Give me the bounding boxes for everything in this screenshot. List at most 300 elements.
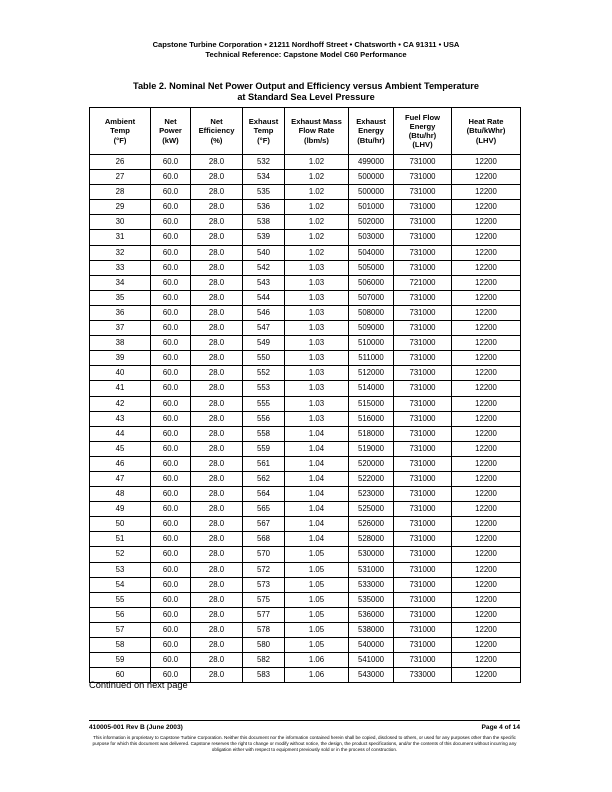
table-cell: 1.04 — [285, 456, 349, 471]
table-row — [90, 185, 521, 200]
table-cell: 514000 — [349, 381, 394, 396]
table-cell: 731000 — [394, 456, 452, 471]
table-cell: 572 — [243, 562, 285, 577]
table-cell: 12200 — [452, 275, 521, 290]
table-cell: 12200 — [452, 638, 521, 653]
table-cell: 28.0 — [191, 366, 243, 381]
table-cell: 512000 — [349, 366, 394, 381]
table-cell: 28.0 — [191, 396, 243, 411]
table-row — [90, 517, 521, 532]
table-cell: 36 — [90, 305, 151, 320]
table-cell: 540 — [243, 245, 285, 260]
table-cell: 28 — [90, 185, 151, 200]
table-cell: 28.0 — [191, 577, 243, 592]
table-cell: 28.0 — [191, 471, 243, 486]
table-cell: 570 — [243, 547, 285, 562]
table-row — [90, 321, 521, 336]
table-row — [90, 622, 521, 637]
table-cell: 1.04 — [285, 471, 349, 486]
table-row — [90, 230, 521, 245]
table-cell: 46 — [90, 456, 151, 471]
table-cell: 12200 — [452, 517, 521, 532]
table-cell: 12200 — [452, 200, 521, 215]
table-cell: 12200 — [452, 321, 521, 336]
table-cell: 543000 — [349, 668, 394, 683]
table-cell: 731000 — [394, 336, 452, 351]
table-cell: 731000 — [394, 562, 452, 577]
table-cell: 33 — [90, 260, 151, 275]
table-cell: 539 — [243, 230, 285, 245]
table-cell: 60.0 — [151, 275, 191, 290]
table-cell: 60.0 — [151, 155, 191, 170]
table-cell: 28.0 — [191, 215, 243, 230]
table-cell: 26 — [90, 155, 151, 170]
table-cell: 501000 — [349, 200, 394, 215]
table-cell: 12200 — [452, 471, 521, 486]
table-cell: 1.03 — [285, 336, 349, 351]
table-cell: 1.05 — [285, 607, 349, 622]
table-cell: 731000 — [394, 185, 452, 200]
table-cell: 731000 — [394, 351, 452, 366]
table-cell: 12200 — [452, 456, 521, 471]
table-cell: 511000 — [349, 351, 394, 366]
table-cell: 60.0 — [151, 245, 191, 260]
table-cell: 60.0 — [151, 562, 191, 577]
table-row — [90, 275, 521, 290]
table-cell: 60.0 — [151, 653, 191, 668]
table-cell: 39 — [90, 351, 151, 366]
document-id: 410005-001 Rev B (June 2003) — [89, 724, 183, 731]
table-cell: 1.02 — [285, 200, 349, 215]
table-cell: 12200 — [452, 622, 521, 637]
table-cell: 60.0 — [151, 230, 191, 245]
table-row — [90, 607, 521, 622]
table-cell: 60.0 — [151, 336, 191, 351]
table-cell: 52 — [90, 547, 151, 562]
table-row — [90, 305, 521, 320]
table-cell: 12200 — [452, 155, 521, 170]
table-cell: 1.04 — [285, 487, 349, 502]
table-cell: 1.06 — [285, 668, 349, 683]
table-row — [90, 155, 521, 170]
table-cell: 508000 — [349, 305, 394, 320]
table-cell: 731000 — [394, 411, 452, 426]
table-cell: 546 — [243, 305, 285, 320]
table-cell: 60.0 — [151, 471, 191, 486]
table-cell: 1.06 — [285, 653, 349, 668]
table-cell: 60.0 — [151, 290, 191, 305]
table-cell: 12200 — [452, 230, 521, 245]
col-exhaust-temp: Exhaust Temp (°F) — [243, 108, 285, 155]
table-cell: 12200 — [452, 668, 521, 683]
table-cell: 562 — [243, 471, 285, 486]
table-cell: 1.03 — [285, 305, 349, 320]
table-cell: 29 — [90, 200, 151, 215]
table-cell: 12200 — [452, 290, 521, 305]
table-cell: 28.0 — [191, 321, 243, 336]
table-cell: 1.03 — [285, 321, 349, 336]
table-cell: 12200 — [452, 260, 521, 275]
table-cell: 40 — [90, 366, 151, 381]
table-cell: 60.0 — [151, 351, 191, 366]
table-cell: 12200 — [452, 245, 521, 260]
table-row — [90, 577, 521, 592]
table-cell: 44 — [90, 426, 151, 441]
table-cell: 522000 — [349, 471, 394, 486]
table-cell: 12200 — [452, 577, 521, 592]
table-cell: 28.0 — [191, 653, 243, 668]
table-cell: 509000 — [349, 321, 394, 336]
table-cell: 532 — [243, 155, 285, 170]
table-cell: 731000 — [394, 321, 452, 336]
table-cell: 12200 — [452, 351, 521, 366]
table-cell: 12200 — [452, 411, 521, 426]
table-cell: 12200 — [452, 305, 521, 320]
table-cell: 28.0 — [191, 622, 243, 637]
table-cell: 515000 — [349, 396, 394, 411]
table-cell: 731000 — [394, 487, 452, 502]
table-cell: 28.0 — [191, 170, 243, 185]
table-cell: 1.02 — [285, 230, 349, 245]
table-cell: 38 — [90, 336, 151, 351]
table-cell: 12200 — [452, 653, 521, 668]
table-cell: 28.0 — [191, 230, 243, 245]
proprietary-notice: This information is proprietary to Capstone Turbine Corporation. Neither this document nor the information contained herein shall be copied, disclosed to others, or used for any purposes other than the specific purpose for which this document was delivered. Capstone reserves the right to change or modify without notice, the design, the product specifications, and/or the contents of this document without incurring any obligation either with respect to equipment previously sold or in the process of construction. — [92, 735, 517, 752]
table-cell: 518000 — [349, 426, 394, 441]
table-cell: 60.0 — [151, 396, 191, 411]
table-cell: 1.03 — [285, 411, 349, 426]
table-cell: 12200 — [452, 426, 521, 441]
table-cell: 533000 — [349, 577, 394, 592]
table-cell: 526000 — [349, 517, 394, 532]
table-cell: 565 — [243, 502, 285, 517]
table-cell: 58 — [90, 638, 151, 653]
table-cell: 549 — [243, 336, 285, 351]
table-cell: 567 — [243, 517, 285, 532]
table-header-row — [90, 108, 521, 155]
table-cell: 731000 — [394, 502, 452, 517]
table-row — [90, 170, 521, 185]
table-cell: 12200 — [452, 502, 521, 517]
table-cell: 1.04 — [285, 517, 349, 532]
table-cell: 731000 — [394, 170, 452, 185]
table-cell: 12200 — [452, 366, 521, 381]
table-row — [90, 592, 521, 607]
table-cell: 60.0 — [151, 502, 191, 517]
table-cell: 12200 — [452, 381, 521, 396]
table-row — [90, 381, 521, 396]
table-cell: 573 — [243, 577, 285, 592]
table-row — [90, 260, 521, 275]
table-cell: 60.0 — [151, 638, 191, 653]
table-cell: 41 — [90, 381, 151, 396]
table-cell: 28.0 — [191, 517, 243, 532]
table-cell: 731000 — [394, 592, 452, 607]
table-cell: 536000 — [349, 607, 394, 622]
table-row — [90, 366, 521, 381]
table-cell: 582 — [243, 653, 285, 668]
table-title — [0, 81, 612, 103]
table-cell: 500000 — [349, 185, 394, 200]
table-cell: 731000 — [394, 215, 452, 230]
table-cell: 1.02 — [285, 170, 349, 185]
table-cell: 531000 — [349, 562, 394, 577]
table-cell: 1.05 — [285, 577, 349, 592]
table-cell: 60.0 — [151, 200, 191, 215]
table-cell: 28.0 — [191, 290, 243, 305]
table-cell: 12200 — [452, 215, 521, 230]
table-cell: 28.0 — [191, 456, 243, 471]
table-cell: 506000 — [349, 275, 394, 290]
table-cell: 59 — [90, 653, 151, 668]
table-cell: 1.03 — [285, 290, 349, 305]
table-cell: 731000 — [394, 381, 452, 396]
table-cell: 731000 — [394, 638, 452, 653]
col-net-efficiency: Net Efficiency (%) — [191, 108, 243, 155]
table-cell: 502000 — [349, 215, 394, 230]
table-cell: 1.02 — [285, 185, 349, 200]
table-cell: 60.0 — [151, 668, 191, 683]
table-cell: 60.0 — [151, 487, 191, 502]
company-address: Capstone Turbine Corporation • 21211 Nordhoff Street • Chatsworth • CA 91311 • USA — [152, 40, 460, 49]
table-cell: 30 — [90, 215, 151, 230]
table-cell: 731000 — [394, 260, 452, 275]
table-cell: 731000 — [394, 366, 452, 381]
table-cell: 1.04 — [285, 532, 349, 547]
table-cell: 558 — [243, 426, 285, 441]
table-cell: 34 — [90, 275, 151, 290]
table-cell: 28.0 — [191, 155, 243, 170]
table-cell: 731000 — [394, 396, 452, 411]
table-cell: 731000 — [394, 577, 452, 592]
table-cell: 12200 — [452, 441, 521, 456]
table-row — [90, 487, 521, 502]
performance-table — [89, 107, 521, 683]
table-title-line2: at Standard Sea Level Pressure — [237, 92, 375, 102]
table-row — [90, 290, 521, 305]
table-cell: 505000 — [349, 260, 394, 275]
table-cell: 57 — [90, 622, 151, 637]
table-cell: 60.0 — [151, 185, 191, 200]
table-cell: 32 — [90, 245, 151, 260]
table-cell: 538000 — [349, 622, 394, 637]
document-reference: Technical Reference: Capstone Model C60 Performance — [205, 50, 407, 59]
table-cell: 28.0 — [191, 607, 243, 622]
table-cell: 60.0 — [151, 426, 191, 441]
table-cell: 12200 — [452, 547, 521, 562]
table-cell: 541000 — [349, 653, 394, 668]
table-cell: 540000 — [349, 638, 394, 653]
table-cell: 538 — [243, 215, 285, 230]
col-ambient-temp: Ambient Temp (°F) — [90, 108, 151, 155]
table-cell: 547 — [243, 321, 285, 336]
table-cell: 731000 — [394, 426, 452, 441]
table-cell: 731000 — [394, 200, 452, 215]
table-cell: 12200 — [452, 532, 521, 547]
table-cell: 721000 — [394, 275, 452, 290]
table-cell: 54 — [90, 577, 151, 592]
table-cell: 1.03 — [285, 366, 349, 381]
table-cell: 1.02 — [285, 245, 349, 260]
table-cell: 1.03 — [285, 351, 349, 366]
table-cell: 731000 — [394, 290, 452, 305]
table-row — [90, 200, 521, 215]
col-fuel-flow-energy: Fuel Flow Energy (Btu/hr) (LHV) — [394, 108, 452, 155]
table-cell: 56 — [90, 607, 151, 622]
table-cell: 28.0 — [191, 381, 243, 396]
table-cell: 60.0 — [151, 381, 191, 396]
table-cell: 60.0 — [151, 622, 191, 637]
table-cell: 47 — [90, 471, 151, 486]
table-cell: 50 — [90, 517, 151, 532]
table-cell: 12200 — [452, 607, 521, 622]
table-cell: 731000 — [394, 155, 452, 170]
table-cell: 550 — [243, 351, 285, 366]
table-cell: 528000 — [349, 532, 394, 547]
table-cell: 37 — [90, 321, 151, 336]
table-cell: 1.03 — [285, 260, 349, 275]
table-cell: 28.0 — [191, 592, 243, 607]
table-cell: 504000 — [349, 245, 394, 260]
table-cell: 507000 — [349, 290, 394, 305]
table-cell: 55 — [90, 592, 151, 607]
table-cell: 60.0 — [151, 517, 191, 532]
table-cell: 1.05 — [285, 638, 349, 653]
footer-divider — [89, 720, 520, 721]
table-row — [90, 396, 521, 411]
table-cell: 51 — [90, 532, 151, 547]
table-cell: 552 — [243, 366, 285, 381]
table-cell: 60.0 — [151, 366, 191, 381]
table-cell: 1.05 — [285, 622, 349, 637]
table-cell: 731000 — [394, 305, 452, 320]
table-cell: 60.0 — [151, 305, 191, 320]
table-cell: 556 — [243, 411, 285, 426]
table-cell: 731000 — [394, 471, 452, 486]
table-cell: 523000 — [349, 487, 394, 502]
table-cell: 553 — [243, 381, 285, 396]
table-cell: 60.0 — [151, 607, 191, 622]
continued-note: Continued on next page — [89, 680, 188, 690]
table-cell: 49 — [90, 502, 151, 517]
table-cell: 568 — [243, 532, 285, 547]
table-cell: 60.0 — [151, 411, 191, 426]
table-cell: 28.0 — [191, 532, 243, 547]
table-cell: 510000 — [349, 336, 394, 351]
table-cell: 731000 — [394, 622, 452, 637]
table-cell: 1.04 — [285, 502, 349, 517]
table-cell: 60 — [90, 668, 151, 683]
table-cell: 564 — [243, 487, 285, 502]
table-row — [90, 215, 521, 230]
table-cell: 60.0 — [151, 592, 191, 607]
table-cell: 516000 — [349, 411, 394, 426]
table-cell: 583 — [243, 668, 285, 683]
table-cell: 31 — [90, 230, 151, 245]
table-cell: 60.0 — [151, 456, 191, 471]
table-cell: 519000 — [349, 441, 394, 456]
table-cell: 580 — [243, 638, 285, 653]
table-cell: 577 — [243, 607, 285, 622]
table-cell: 12200 — [452, 562, 521, 577]
table-cell: 503000 — [349, 230, 394, 245]
table-cell: 28.0 — [191, 547, 243, 562]
table-cell: 27 — [90, 170, 151, 185]
col-exhaust-mass-flow: Exhaust Mass Flow Rate (lbm/s) — [285, 108, 349, 155]
table-cell: 28.0 — [191, 245, 243, 260]
table-row — [90, 441, 521, 456]
table-cell: 1.05 — [285, 592, 349, 607]
table-row — [90, 411, 521, 426]
table-cell: 1.05 — [285, 547, 349, 562]
table-cell: 534 — [243, 170, 285, 185]
table-cell: 1.02 — [285, 155, 349, 170]
table-row — [90, 351, 521, 366]
page-number: Page 4 of 14 — [481, 724, 520, 731]
table-cell: 48 — [90, 487, 151, 502]
table-cell: 12200 — [452, 170, 521, 185]
table-cell: 12200 — [452, 592, 521, 607]
table-cell: 1.03 — [285, 275, 349, 290]
table-cell: 28.0 — [191, 260, 243, 275]
table-row — [90, 562, 521, 577]
col-exhaust-energy: Exhaust Energy (Btu/hr) — [349, 108, 394, 155]
table-cell: 28.0 — [191, 411, 243, 426]
table-cell: 1.03 — [285, 396, 349, 411]
table-cell: 60.0 — [151, 547, 191, 562]
table-cell: 60.0 — [151, 260, 191, 275]
table-row — [90, 532, 521, 547]
table-cell: 28.0 — [191, 562, 243, 577]
table-cell: 35 — [90, 290, 151, 305]
table-cell: 60.0 — [151, 577, 191, 592]
table-cell: 535000 — [349, 592, 394, 607]
table-cell: 28.0 — [191, 185, 243, 200]
table-cell: 12200 — [452, 396, 521, 411]
table-cell: 1.04 — [285, 426, 349, 441]
table-row — [90, 653, 521, 668]
table-cell: 28.0 — [191, 441, 243, 456]
table-cell: 42 — [90, 396, 151, 411]
table-cell: 45 — [90, 441, 151, 456]
table-cell: 28.0 — [191, 305, 243, 320]
table-cell: 28.0 — [191, 351, 243, 366]
table-cell: 731000 — [394, 547, 452, 562]
table-cell: 12200 — [452, 487, 521, 502]
table-cell: 28.0 — [191, 668, 243, 683]
table-cell: 60.0 — [151, 170, 191, 185]
table-cell: 530000 — [349, 547, 394, 562]
table-cell: 12200 — [452, 336, 521, 351]
table-cell: 499000 — [349, 155, 394, 170]
table-cell: 559 — [243, 441, 285, 456]
table-cell: 28.0 — [191, 487, 243, 502]
table-cell: 60.0 — [151, 215, 191, 230]
table-cell: 60.0 — [151, 441, 191, 456]
table-cell: 12200 — [452, 185, 521, 200]
table-cell: 53 — [90, 562, 151, 577]
table-cell: 28.0 — [191, 275, 243, 290]
table-cell: 1.02 — [285, 215, 349, 230]
table-cell: 733000 — [394, 668, 452, 683]
table-cell: 555 — [243, 396, 285, 411]
table-cell: 1.04 — [285, 441, 349, 456]
table-cell: 60.0 — [151, 532, 191, 547]
table-cell: 544 — [243, 290, 285, 305]
col-net-power: Net Power (kW) — [151, 108, 191, 155]
table-cell: 731000 — [394, 653, 452, 668]
table-row — [90, 547, 521, 562]
